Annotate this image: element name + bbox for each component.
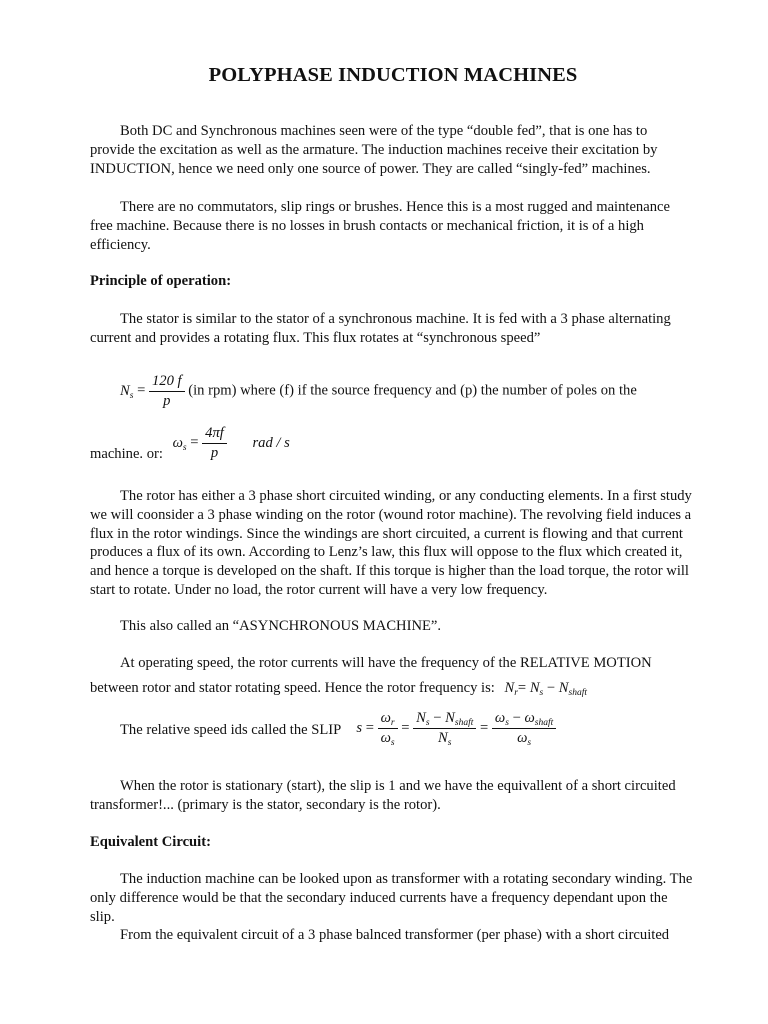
paragraph-rotor: The rotor has either a 3 phase short circuited winding, or any conducting elements. In a first study we will coonsider a 3 phase winding on the rotor (wound rotor machine). The revolving field induces a flux in the rotor windings. Since the windings are short circuited, a current is flowing and that current produces a flux of its own. According to Lenz’s law, this flux will oppose to the flux which created it, and hence a torque is developed on the shaft. If this torque is higher than the load torque, the rotor will start to rotate. Under no load, the rotor current will have a very low frequency. bbox=[90, 488, 692, 598]
heading-equivalent-circuit: Equivalent Circuit: bbox=[90, 834, 211, 850]
paragraph-asynchronous: This also called an “ASYNCHRONOUS MACHINE”. bbox=[120, 618, 442, 634]
rotor-frequency-text: between rotor and stator rotating speed. Hence the rotor frequency is: bbox=[90, 680, 495, 696]
paragraph-equivalent-circuit: The induction machine can be looked upon as transformer with a rotating secondary winding. The only difference would be that the secondary induced currents have a frequency dependant upon the slip. bbox=[90, 871, 693, 925]
eq1-lhs: $N_s$ bbox=[120, 382, 134, 401]
slip-line bbox=[120, 709, 556, 748]
paragraph-stator: The stator is similar to the stator of a synchronous machine. It is fed with a 3 phase alternating current and provides a rotating flux. This flux rotates at “synchronous speed” bbox=[90, 311, 671, 346]
equation-slip: s = $\frac{\omega_r}{\omega_s}$ = $\frac{N_s - N_{shaft}}{N_s}$ = $\frac{\omega_s - \omega_{shaft}}{\omega_s}$ bbox=[356, 720, 556, 736]
slip-text: The relative speed ids called the SLIP bbox=[120, 721, 341, 738]
paragraph-intro: Both DC and Synchronous machines seen were of the type “double fed”, that is one has to provide the excitation as well as the armature. The induction machines receive their excitation by INDUCTION, hence we need only one source of power. They are called “singly-fed” machines. bbox=[90, 123, 658, 177]
eq2-lhs: $\omega_s$ bbox=[172, 434, 187, 453]
equation-synchronous-speed-rad: machine. or: $\omega_s$ = $\frac{4\pi f}{p}$ rad / s bbox=[90, 425, 290, 462]
rotor-frequency-line bbox=[90, 679, 587, 698]
page-title: POLYPHASE INDUCTION MACHINES bbox=[208, 64, 578, 86]
paragraph-operating-speed: At operating speed, the rotor currents will have the frequency of the RELATIVE MOTION bbox=[120, 655, 652, 671]
equation-synchronous-speed-rpm: $N_s$ = $\frac{120 f}{p}$ (in rpm) where (f) if the source frequency and (p) the number of poles on the bbox=[120, 373, 637, 409]
equation-rotor-frequency: $N_r= N_s - N_{shaft}$ bbox=[504, 680, 587, 698]
eq2-fraction: $\frac{4\pi f}{p}$ bbox=[202, 424, 227, 463]
heading-principle-of-operation: Principle of operation: bbox=[90, 273, 232, 289]
paragraph-no-commutators: There are no commutators, slip rings or brushes. Hence this is a most rugged and maintenance free machine. Because there is no losses in brush contacts or mechanical friction, it is of a high efficiency. bbox=[90, 199, 670, 253]
eq2-lead-text: machine. or: bbox=[90, 445, 163, 462]
eq1-description: (in rpm) where (f) if the source frequency and (p) the number of poles on the bbox=[188, 382, 637, 399]
paragraph-stationary-rotor: When the rotor is stationary (start), the slip is 1 and we have the equivallent of a short circuited transformer!... (primary is the stator, secondary is the rotor). bbox=[90, 778, 676, 813]
paragraph-transformer: From the equivalent circuit of a 3 phase balnced transformer (per phase) with a short circuited bbox=[120, 927, 670, 943]
eq1-fraction: $\frac{120 f}{p}$ bbox=[149, 372, 185, 411]
eq2-unit: rad / s bbox=[252, 434, 290, 451]
